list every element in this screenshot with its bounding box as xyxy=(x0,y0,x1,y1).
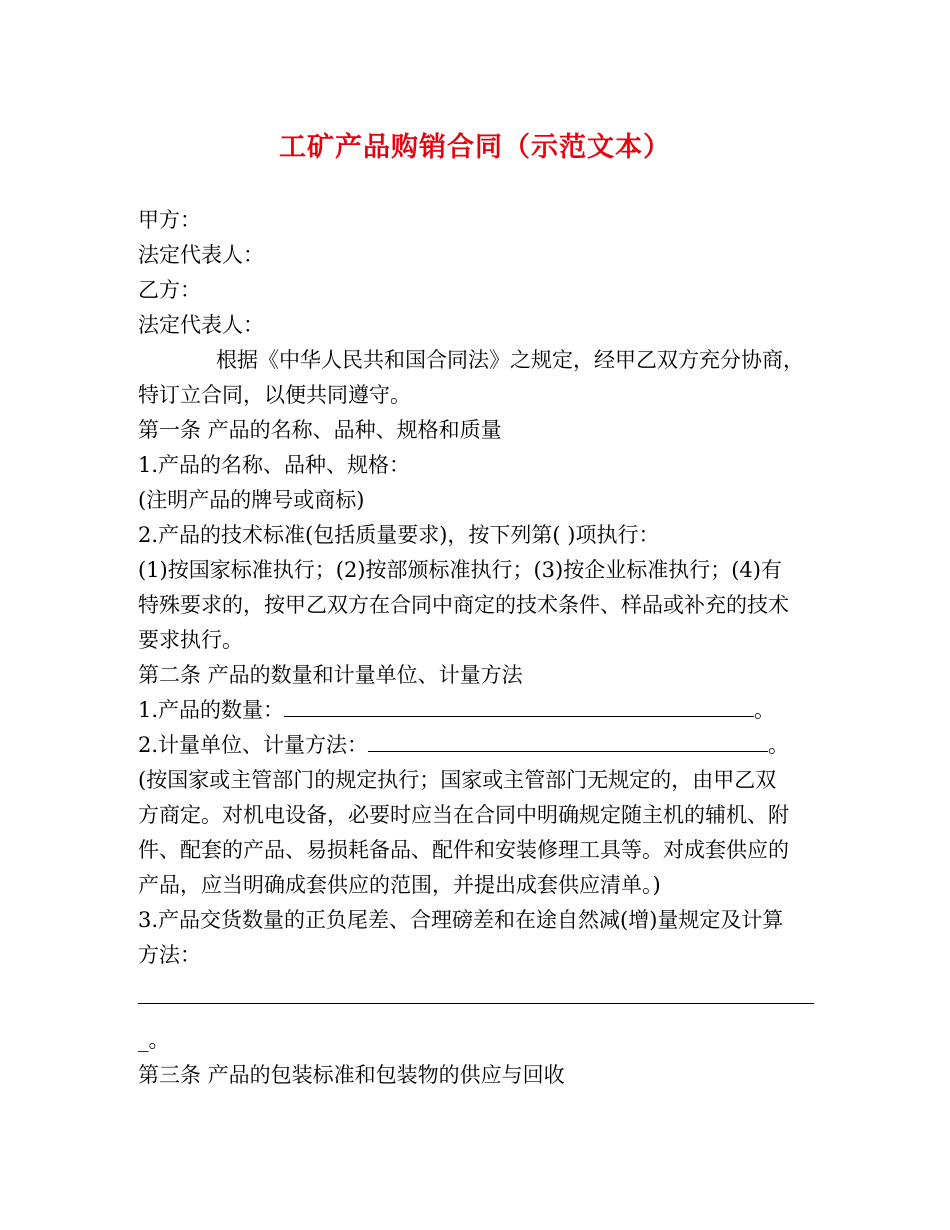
article-2-item-3: 3.产品交货数量的正负尾差、合理磅差和在途自然减(增)量规定及计算 xyxy=(138,908,784,932)
measurement-end: 。 xyxy=(768,733,790,757)
article-2-heading: 第二条 产品的数量和计量单位、计量方法 xyxy=(138,663,523,687)
article-2-item-3: 方法： xyxy=(138,943,201,967)
article-2-note: 方商定。对机电设备，必要时应当在合同中明确规定随主机的辅机、附 xyxy=(138,803,789,827)
article-1-item-2: 2.产品的技术标准(包括质量要求)，按下列第( )项执行： xyxy=(138,523,660,547)
article-1-item-2-text: 特殊要求的，按甲乙双方在合同中商定的技术条件、样品或补充的技术 xyxy=(138,593,789,617)
tolerance-blank xyxy=(138,973,818,1023)
measurement-blank xyxy=(368,728,768,752)
party-a-label: 甲方： xyxy=(138,208,201,232)
article-2-item-1 xyxy=(138,693,818,728)
document-title: 工矿产品购销合同（示范文本） xyxy=(279,132,671,163)
party-b-representative-label: 法定代表人： xyxy=(138,313,264,337)
party-b-label: 乙方： xyxy=(138,278,201,302)
quantity-label: 1.产品的数量： xyxy=(138,698,285,722)
preamble-line: 根据《中华人民共和国合同法》之规定，经甲乙双方充分协商， xyxy=(216,348,804,372)
article-1-note: (注明产品的牌号或商标) xyxy=(138,488,365,512)
article-1-heading: 第一条 产品的名称、品种、规格和质量 xyxy=(138,418,502,442)
article-3-heading: 第三条 产品的包装标准和包装物的供应与回收 xyxy=(138,1063,565,1087)
article-1-item-2-text: 要求执行。 xyxy=(138,628,243,652)
blank-rule xyxy=(138,1003,814,1004)
quantity-blank xyxy=(284,693,754,717)
article-2-note: (按国家或主管部门的规定执行；国家或主管部门无规定的，由甲乙双 xyxy=(138,768,777,792)
article-2-note: 产品，应当明确成套供应的范围，并提出成套供应清单。) xyxy=(138,873,661,897)
measurement-label: 2.计量单位、计量方法： xyxy=(138,733,369,757)
quantity-end: 。 xyxy=(754,698,776,722)
party-a-representative-label: 法定代表人： xyxy=(138,243,264,267)
article-1-item-2-text: (1)按国家标准执行；(2)按部颁标准执行；(3)按企业标准执行；(4)有 xyxy=(138,558,782,582)
tolerance-end: _。 xyxy=(138,1028,170,1052)
article-2-item-2 xyxy=(138,728,818,763)
document-body xyxy=(138,203,818,1093)
article-2-note: 件、配套的产品、易损耗备品、配件和安装修理工具等。对成套供应的 xyxy=(138,838,789,862)
article-1-item-1: 1.产品的名称、品种、规格： xyxy=(138,453,411,477)
preamble-line: 特订立合同，以便共同遵守。 xyxy=(138,383,411,407)
